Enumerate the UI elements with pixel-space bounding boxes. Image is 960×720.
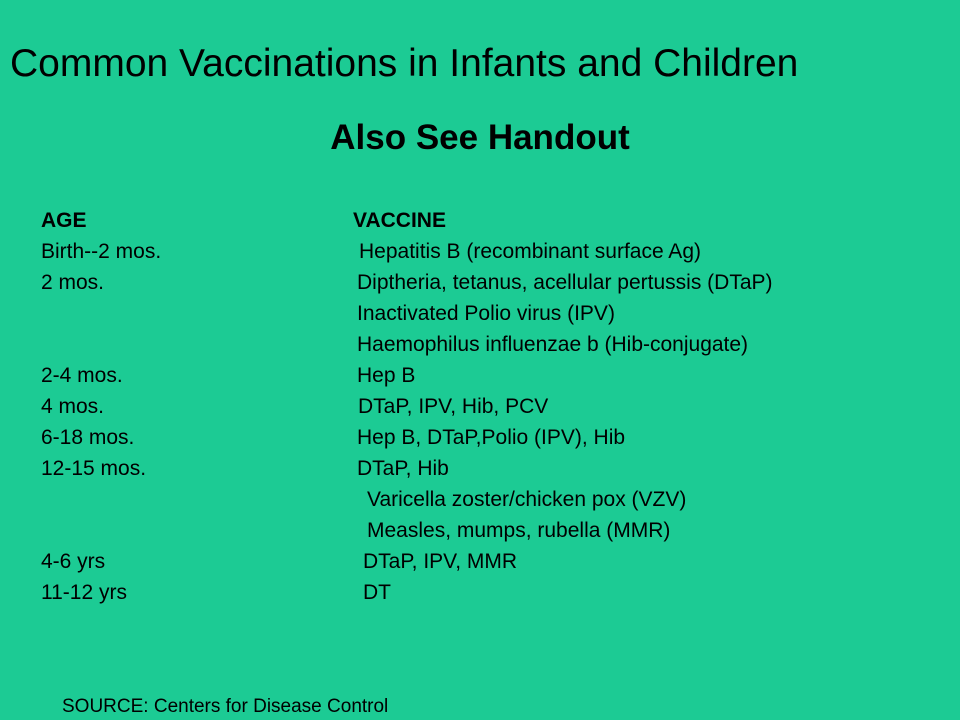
table-row	[41, 329, 941, 360]
vaccine-cell: DT	[363, 581, 391, 604]
table-row	[41, 391, 941, 422]
vaccine-cell: Varicella zoster/chicken pox (VZV)	[367, 488, 687, 511]
vaccine-cell: Haemophilus influenzae b (Hib-conjugate)	[357, 333, 749, 356]
age-cell: 4-6 yrs	[41, 550, 106, 573]
table-row	[41, 236, 941, 267]
table-row	[41, 453, 941, 484]
vaccine-cell: Hep B	[357, 364, 416, 387]
vaccine-cell: Hepatitis B (recombinant surface Ag)	[359, 240, 701, 263]
slide-subtitle: Also See Handout	[330, 118, 630, 157]
header-age: AGE	[41, 209, 87, 232]
table-row	[41, 484, 941, 515]
vaccine-cell: Hep B, DTaP,Polio (IPV), Hib	[357, 426, 626, 449]
vaccination-table	[41, 205, 941, 608]
table-row	[41, 515, 941, 546]
vaccine-cell: DTaP, Hib	[357, 457, 449, 480]
age-cell: 12-15 mos.	[41, 457, 147, 480]
age-cell: 11-12 yrs	[41, 581, 127, 604]
vaccine-cell: DTaP, IPV, Hib, PCV	[358, 395, 549, 418]
slide-title: Common Vaccinations in Infants and Children	[10, 42, 799, 85]
table-row	[41, 298, 941, 329]
table-row	[41, 360, 941, 391]
table-row	[41, 267, 941, 298]
table-row	[41, 422, 941, 453]
age-cell: 2-4 mos.	[41, 364, 123, 387]
vaccine-cell: Diptheria, tetanus, acellular pertussis (DTaP)	[357, 271, 773, 294]
vaccine-cell: DTaP, IPV, MMR	[363, 550, 518, 573]
table-row	[41, 546, 941, 577]
table-header-row	[41, 205, 941, 236]
vaccine-cell: Inactivated Polio virus (IPV)	[357, 302, 615, 325]
header-vaccine: VACCINE	[353, 209, 446, 232]
table-row	[41, 577, 941, 608]
age-cell: 6-18 mos.	[41, 426, 135, 449]
age-cell: 4 mos.	[41, 395, 105, 418]
source-note: SOURCE: Centers for Disease Control	[62, 696, 389, 717]
age-cell: Birth--2 mos.	[41, 240, 162, 263]
vaccine-cell: Measles, mumps, rubella (MMR)	[367, 519, 671, 542]
age-cell: 2 mos.	[41, 271, 105, 294]
